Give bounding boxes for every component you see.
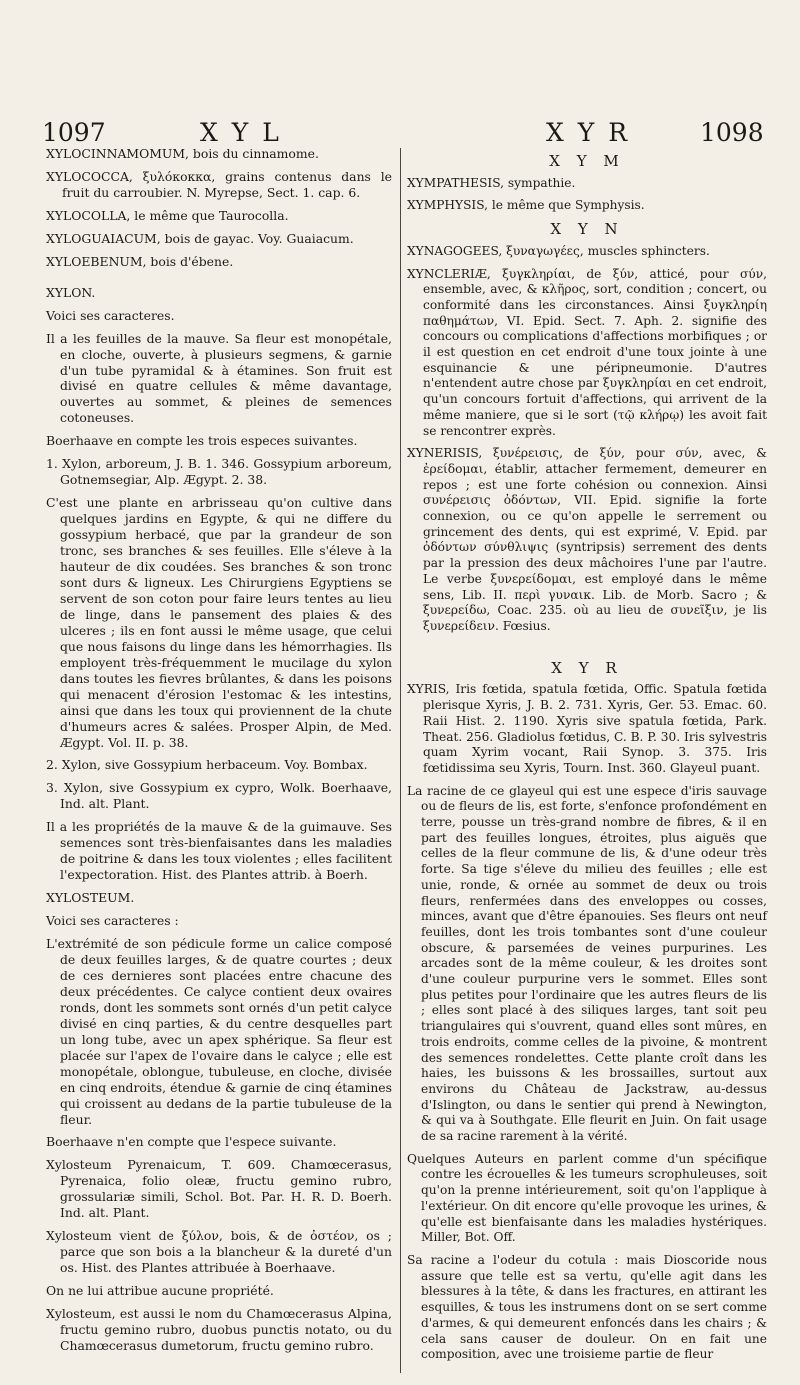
section-heading-xym: X Y M xyxy=(549,152,625,170)
paragraph: Il a les propriétés de la mauve & de la guimauve. Ses semences sont très-bienfaisantes dans les maladies de poitrine & dans les toux violentes ; elles facilitent l'expectoration. Hist. des Plantes attrib. à Boerh. xyxy=(46,819,392,883)
species-item: Xylosteum Pyrenaicum, T. 609. Chamœcerasus, Pyrenaica, folio oleæ, fructu gemino rubro, grossulariæ simili, Schol. Bot. Par. H. R. D. Boerh. Ind. alt. Plant. xyxy=(46,1157,392,1221)
entry-xyloebenum: XYLOEBENUM, bois d'ébene. xyxy=(46,253,234,269)
entry-xylocinnamomum: XYLOCINNAMOMUM, bois du cinnamome. xyxy=(46,146,319,161)
paragraph: Il a les feuilles de la mauve. Sa fleur est monopétale, en cloche, ouverte, à plusieurs segmens, & garnie d'un tube pyramidal & à étamines. Son fruit est divisé en quatre cellules & même davantage, ouvertes au sommet, & pleines de semences cotoneuses. xyxy=(46,330,392,426)
entry-heading-xylosteum: XYLOSTEUM. xyxy=(46,890,135,906)
paragraph: La racine de ce glayeul qui est une espece d'iris sauvage ou de fleurs de lis, est forte, s'enfonce profondément en terre, pousse un très-grand nombre de fibres, & il en part des feuilles longues, étroites, plus aiguës que celles de la fleur commune de lis, & d'une odeur très forte. Sa tige s'éleve du milieu des feuilles ; elle est unie, ronde, & ornée au sommet de deux ou trois fleurs, renfermées dans des enveloppes ou cosses, minces, avant que d'être épanouies. Ses fleurs ont neuf feuilles, dont les trois tombantes sont d'une couleur obscure, & parsemées de veines purpurines. Les arcades sont de la même couleur, & les droites sont d'une couleur purpurine vers le sommet. Elles sont plus petites pour l'ordinaire que les autres fleurs de lis ; elles sont placé à des siliques larges, tant soit peu triangulaires qui s'ouvrent, quand elles sont mûres, en trois endroits, comme celles de la pivoine, & montrent des semences rondelettes. Cette plante croît dans les haies, les buissons & les brossailles, surtout aux environs du Château de Jackstraw, au-dessus d'Islington, ou dans le sentier qui prend à Newington, & qui va à Southgate. Elle fleurit en Juin. On fait usage de sa racine rarement à la vérité. xyxy=(407,783,767,1144)
entry-xyris: XYRIS, Iris fœtida, spatula fœtida, Offic. Spatula fœtida plerisque Xyris, J. B. 2. 731. Xyris, Ger. 53. Emac. 60. Raii Hist. 2. 1190. Xyris sive spatula fœtida, Park. Theat. 256. Gladiolus fœtidus, C. B. P. 30. Iris sylvestris quam Xyrim vocant, Raii Synop. 3. 375. Iris fœtidissima seu Xyris, Tourn. Inst. 360. Glayeul puant. xyxy=(407,682,767,775)
species-item: 3. Xylon, sive Gossypium ex cypro, Wolk. Boerhaave, Ind. alt. Plant. xyxy=(46,780,392,812)
species-item: 1. Xylon, arboreum, J. B. 1. 346. Gossypium arboreum, Gotnemsegiar, Alp. Ægypt. 2. 38. xyxy=(46,456,392,488)
column-divider xyxy=(400,148,401,1373)
paragraph: Sa racine a l'odeur du cotula : mais Dioscoride nous assure que telle est sa vertu, qu'elle agit dans les blessures à la tête, & dans les fractures, en attirant les esquilles, & tous les instrumens dont on se sert comme d'armes, & qui demeurent enfoncés dans les chairs ; & cela sans causer de douleur. On en fait une composition, avec une troisieme partie de fleur xyxy=(407,1253,767,1362)
entry-xylococca: XYLOCOCCA, ξυλόκοκκα, grains contenus dans le fruit du carroubier. N. Myrepse, Sect. 1. cap. 6. xyxy=(46,168,392,200)
paragraph: Voici ses caracteres. xyxy=(46,307,175,323)
paragraph: Boerhaave n'en compte que l'espece suivante. xyxy=(46,1134,337,1150)
species-item: 2. Xylon, sive Gossypium herbaceum. Voy. Bombax. xyxy=(46,757,368,773)
entry-xynerisis: XYNERISIS, ξυνέρεισις, de ξύν, pour σύν, avec, & ἐρείδομαι, établir, attacher fermement, demeurer en repos ; est une forte cohésion ou connexion. Ainsi συνέρεισις ὀδόντων, VII. Epid. signifie la forte connexion, ou ce qu'on appelle le serrement ou grincement des dents, qui est exprimé, V. Epid. par ὀδόντων σύνθλιψις (syntripsis) serrement des dents par la pression des deux mâchoires l'une par l'autre. Le verbe ξυνερείδομαι, est employé dans le même sens, Lib. II. περὶ γυναικ. Lib. de Morb. Sacro ; & ξυνερείδω, Coac. 235. où au lieu de συνεῖξιν, je lis ξυνερείδειν. Fœsius. xyxy=(407,446,767,633)
left-column xyxy=(46,146,392,1361)
entry-xymphysis: XYMPHYSIS, le même que Symphysis. xyxy=(407,198,645,213)
left-running-title: X Y L xyxy=(200,118,282,147)
entry-xyncleriae: XYNCLERIÆ, ξυγκληρίαι, de ξύν, atticé, pour σύν, ensemble, avec, & κλῆρος, sort, condition ; concert, ou conformité dans les circonstances. Ainsi ξυγκληρίη παθημάτων, VI. Epid. Sect. 7. Aph. 2. signifie des concours ou complications d'affections morbifiques ; or il est question en cet endroit d'une toux jointe à une esquinancie & une péripneumonie. D'autres n'entendent autre chose par ξυγκληρίαι en cet endroit, qu'un concours fortuit d'affections, qui arrivent de la même maniere, que si le sort (τῷ κλήρῳ) les avoit fait se rencontrer exprès. xyxy=(407,266,767,438)
paragraph: Xylosteum vient de ξύλον, bois, & de ὀστέον, os ; parce que son bois a la blancheur & la dureté d'un os. Hist. des Plantes attribuée à Boerhaave. xyxy=(46,1228,392,1276)
entry-xylocolla: XYLOCOLLA, le même que Taurocolla. xyxy=(46,207,289,223)
entry-xympathesis: XYMPATHESIS, sympathie. xyxy=(407,175,576,190)
entry-xynagogees: XYNAGOGEES, ξυναγωγέες, muscles sphincters. xyxy=(407,243,710,258)
right-running-title: X Y R xyxy=(546,118,631,147)
left-page-number: 1097 xyxy=(42,118,106,147)
paragraph: Boerhaave en compte les trois especes suivantes. xyxy=(46,433,358,449)
right-page-number: 1098 xyxy=(700,118,764,147)
paragraph: Quelques Auteurs en parlent comme d'un spécifique contre les écrouelles & les tumeurs scrophuleuses, soit qu'on la prenne intérieurement, soit qu'on l'applique à l'extérieur. On dit encore qu'elle provoque les urines, & qu'elle est bienfaisante dans les maladies hystériques. Miller, Bot. Off. xyxy=(407,1151,767,1245)
section-heading-xyn: X Y N xyxy=(550,220,624,239)
section-heading-xyr: X Y R xyxy=(551,658,623,677)
paragraph: On ne lui attribue aucune propriété. xyxy=(46,1283,274,1299)
paragraph: L'extrémité de son pédicule forme un calice composé de deux feuilles larges, & de quatre courtes ; deux de ces dernieres sont placées entre chacune des deux précédentes. Ce calyce contient deux ovaires ronds, dont les sommets sont ornés d'un petit calyce divisé en cinq parties, & du centre desquelles part un long tube, avec un apex sphérique. Sa fleur est placée sur l'apex de l'ovaire dans le calyce ; elle est monopétale, oblongue, tubuleuse, en cloche, divisée en cinq endroits, étendue & garnie de cinq étamines qui croissent au dedans de la partie tubuleuse de la fleur. xyxy=(46,936,392,1127)
entry-xyloguaiacum: XYLOGUAIACUM, bois de gayac. Voy. Guaiacum. xyxy=(46,230,354,246)
paragraph: Xylosteum, est aussi le nom du Chamœcerasus Alpina, fructu gemino rubro, duobus punctis notato, ou du Chamœcerasus dumetorum, fructu gemino rubro. xyxy=(46,1306,392,1353)
right-column xyxy=(407,146,767,1370)
entry-heading-xylon: XYLON. xyxy=(46,284,96,300)
paragraph: Voici ses caracteres : xyxy=(46,913,179,929)
paragraph: C'est une plante en arbrisseau qu'on cultive dans quelques jardins en Egypte, & qui ne differe du gossypium herbacé, que par la grandeur de son tronc, ses branches & ses feuilles. Elle s'éleve à la hauteur de dix coudées. Ses branches & son tronc sont durs & ligneux. Les Chirurgiens Egyptiens se servent de son coton pour faire leurs tentes au lieu de linge, dans le pansement des plaies & des ulceres ; ils en font aussi le même usage, que celui que nous faisons du linge dans les hémorrhagies. Ils employent très-fréquemment le mucilage du xylon dans toutes les fievres brûlantes, & dans les poisons qui menacent d'érosion l'estomac & les intestins, ainsi que dans les toux qui proviennent de la chute d'humeurs acres & salées. Prosper Alpin, de Med. Ægypt. Vol. II. p. 38. xyxy=(46,495,392,750)
